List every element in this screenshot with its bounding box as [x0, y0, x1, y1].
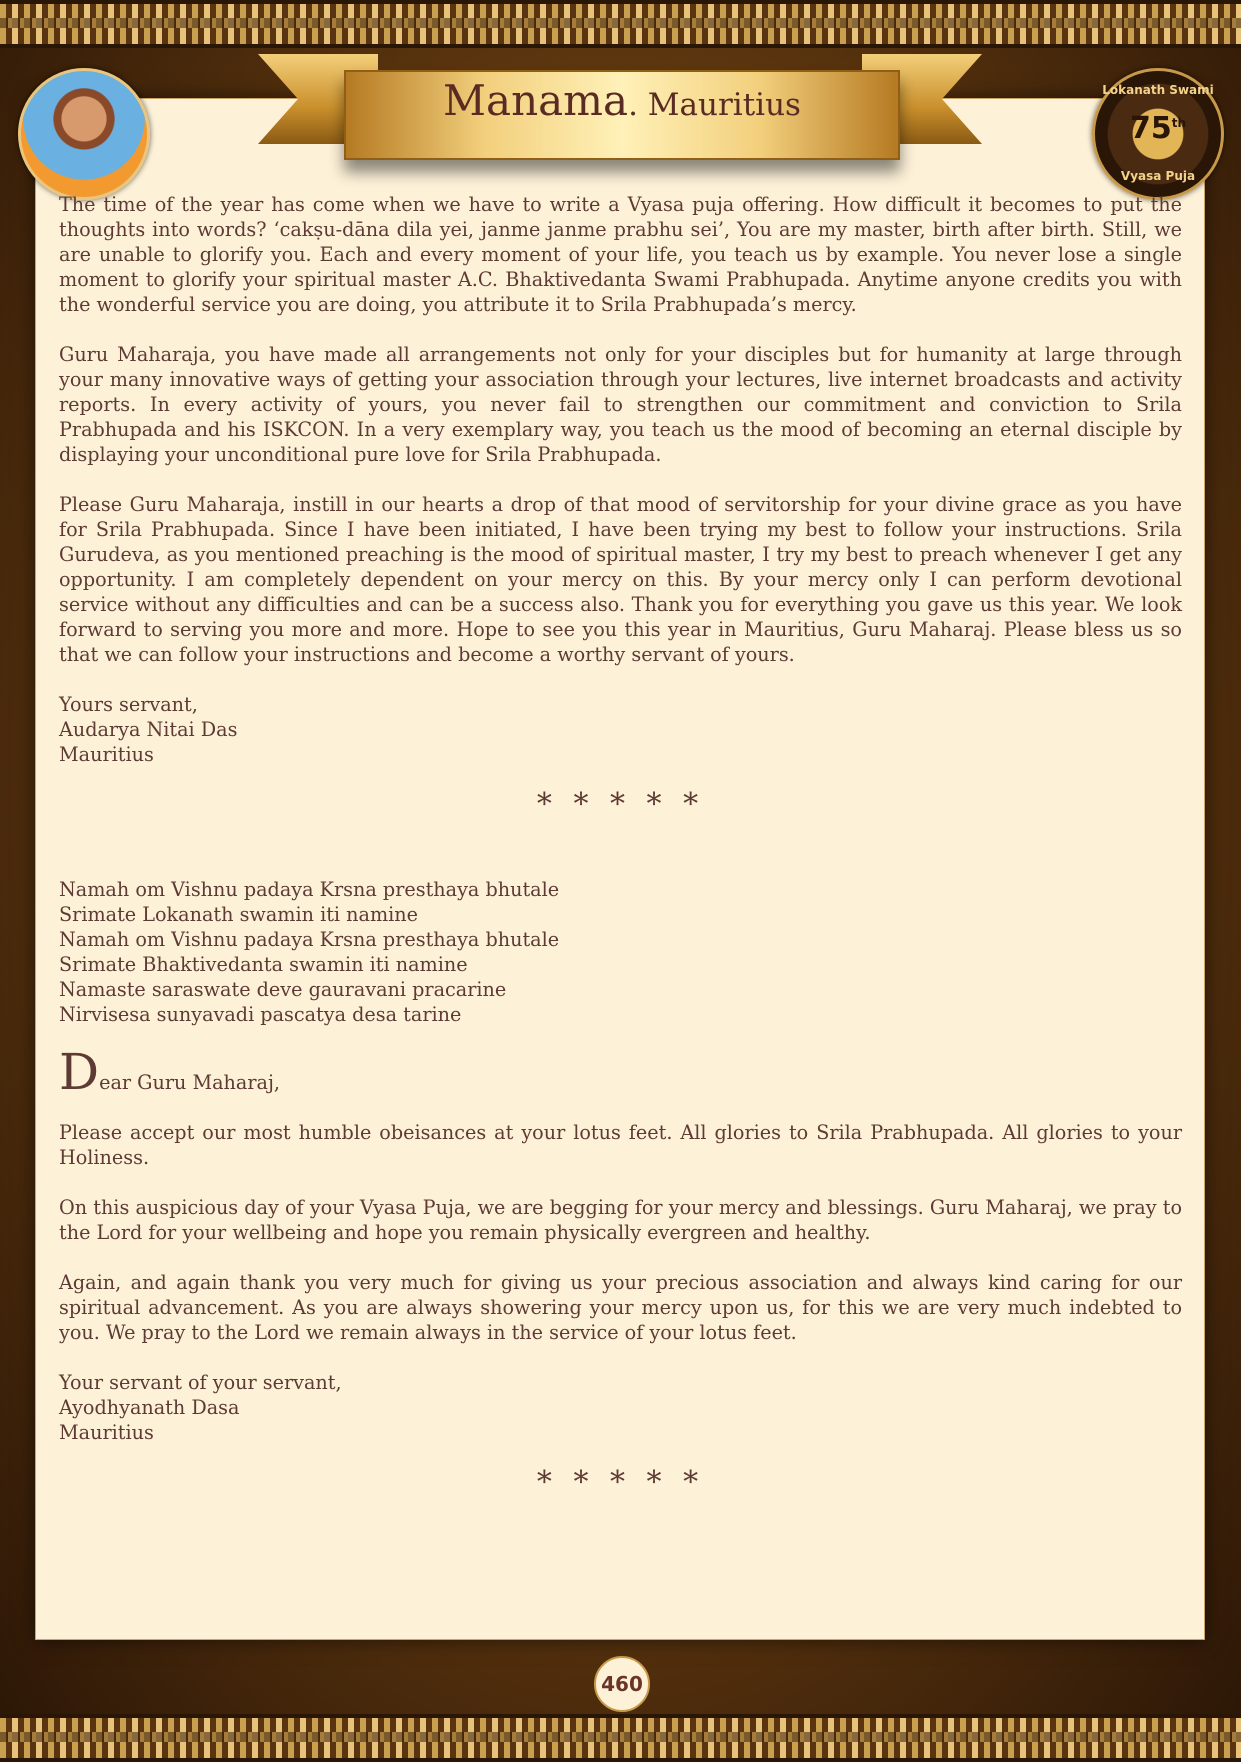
seal-top-text: Lokanath Swami [1102, 83, 1214, 97]
page-number: 460 [594, 1656, 650, 1712]
salutation: Dear Guru Maharaj, [59, 1043, 281, 1101]
top-ornamental-border [0, 0, 1241, 48]
offering2-paragraph: On this auspicious day of your Vyasa Puja, we are begging for your mercy and blessings. Guru Maharaj, we pray to the Lord for your wellbeing and hope you remain physically evergreen and healthy. [59, 1196, 1182, 1244]
section-separator: * * * * * [536, 1465, 705, 1500]
signature-line: Audarya Nitai Das [59, 718, 238, 741]
signature-line: Yours servant, [59, 693, 198, 716]
offering2-paragraph: Again, and again thank you very much for giving us your precious association and always kind caring for our spiritual advancement. As you are always showering your mercy upon us, for this we are very much indebted to you. We pray to the Lord we remain always in the service of your lotus feet. [59, 1271, 1182, 1344]
prayer-line: Nirvisesa sunyavadi pascatya desa tarine [59, 1003, 462, 1026]
signature-line: Ayodhyanath Dasa [59, 1396, 240, 1419]
title-banner [258, 50, 982, 160]
section-separator: * * * * * [536, 787, 705, 822]
ribbon-body [344, 70, 900, 160]
offering1-paragraph: Please Guru Maharaja, instill in our hearts a drop of that mood of servitorship for your divine grace as you have for Srila Prabhupada. Since I have been initiated, I have been trying my best to follow your instructions. Srila Gurudeva, as you mentioned preaching is the mood of spiritual master, I try my best to preach whenever I get any opportunity. I am completely dependent on your mercy on this. By your mercy only I can perform devotional service without any difficulties and can be a success also. Thank you for everything you gave us this year. We look forward to serving you more and more. Hope to see you this year in Mauritius, Guru Maharaj. Please bless us so that we can follow your instructions and become a worthy servant of yours. [59, 493, 1182, 666]
drop-cap: D [59, 1043, 100, 1101]
vyasa-puja-seal [1092, 68, 1224, 200]
signature-line: Your servant of your servant, [59, 1371, 342, 1394]
page-title [346, 76, 898, 125]
seal-bottom-text: Vyasa Puja [1120, 169, 1196, 183]
signature-line: Mauritius [59, 743, 154, 766]
title-name: Manama [443, 76, 629, 125]
prayer-line: Namah om Vishnu padaya Krsna presthaya bhutale [59, 878, 560, 901]
offering2-paragraph: Please accept our most humble obeisances at your lotus feet. All glories to Srila Prabhupada. All glories to your Holiness. [59, 1121, 1182, 1169]
bottom-ornamental-border [0, 1714, 1241, 1762]
offering1-signature [59, 692, 1182, 767]
document-body [59, 192, 1182, 1555]
prayer-line: Namah om Vishnu padaya Krsna presthaya bhutale [59, 928, 560, 951]
guru-portrait-image [18, 68, 150, 200]
signature-line: Mauritius [59, 1421, 154, 1444]
offering2-signature [59, 1370, 1182, 1445]
prayer-line: Srimate Bhaktivedanta swamin iti namine [59, 953, 468, 976]
prayer-verses [59, 877, 1182, 1027]
offering1-paragraph: Guru Maharaja, you have made all arrangements not only for your disciples but for humanity at large through your many innovative ways of getting your association through your lectures, live internet broadcasts and activity reports. In every activity of yours, you never fail to strengthen our commitment and conviction to Srila Prabhupada and his ISKCON. In a very exemplary way, you teach us the mood of becoming an eternal disciple by displaying your unconditional pure love for Srila Prabhupada. [59, 343, 1182, 466]
prayer-line: Namaste saraswate deve gauravani pracarine [59, 978, 507, 1001]
title-location: . Mauritius [628, 87, 801, 123]
prayer-line: Srimate Lokanath swamin iti namine [59, 903, 418, 926]
seal-number: 75th [1129, 111, 1187, 146]
offering1-paragraph: The time of the year has come when we have to write a Vyasa puja offering. How difficult it becomes to put the thoughts into words? ‘cakṣu-dāna dila yei, janme janme prabhu sei’, You are my master, birth after birth. Still, we are unable to glorify you. Each and every moment of your life, you teach us by example. You never lose a single moment to glorify your spiritual master A.C. Bhaktivedanta Swami Prabhupada. Anytime anyone credits you with the wonderful service you are doing, you attribute it to Srila Prabhupada’s mercy. [59, 193, 1182, 316]
